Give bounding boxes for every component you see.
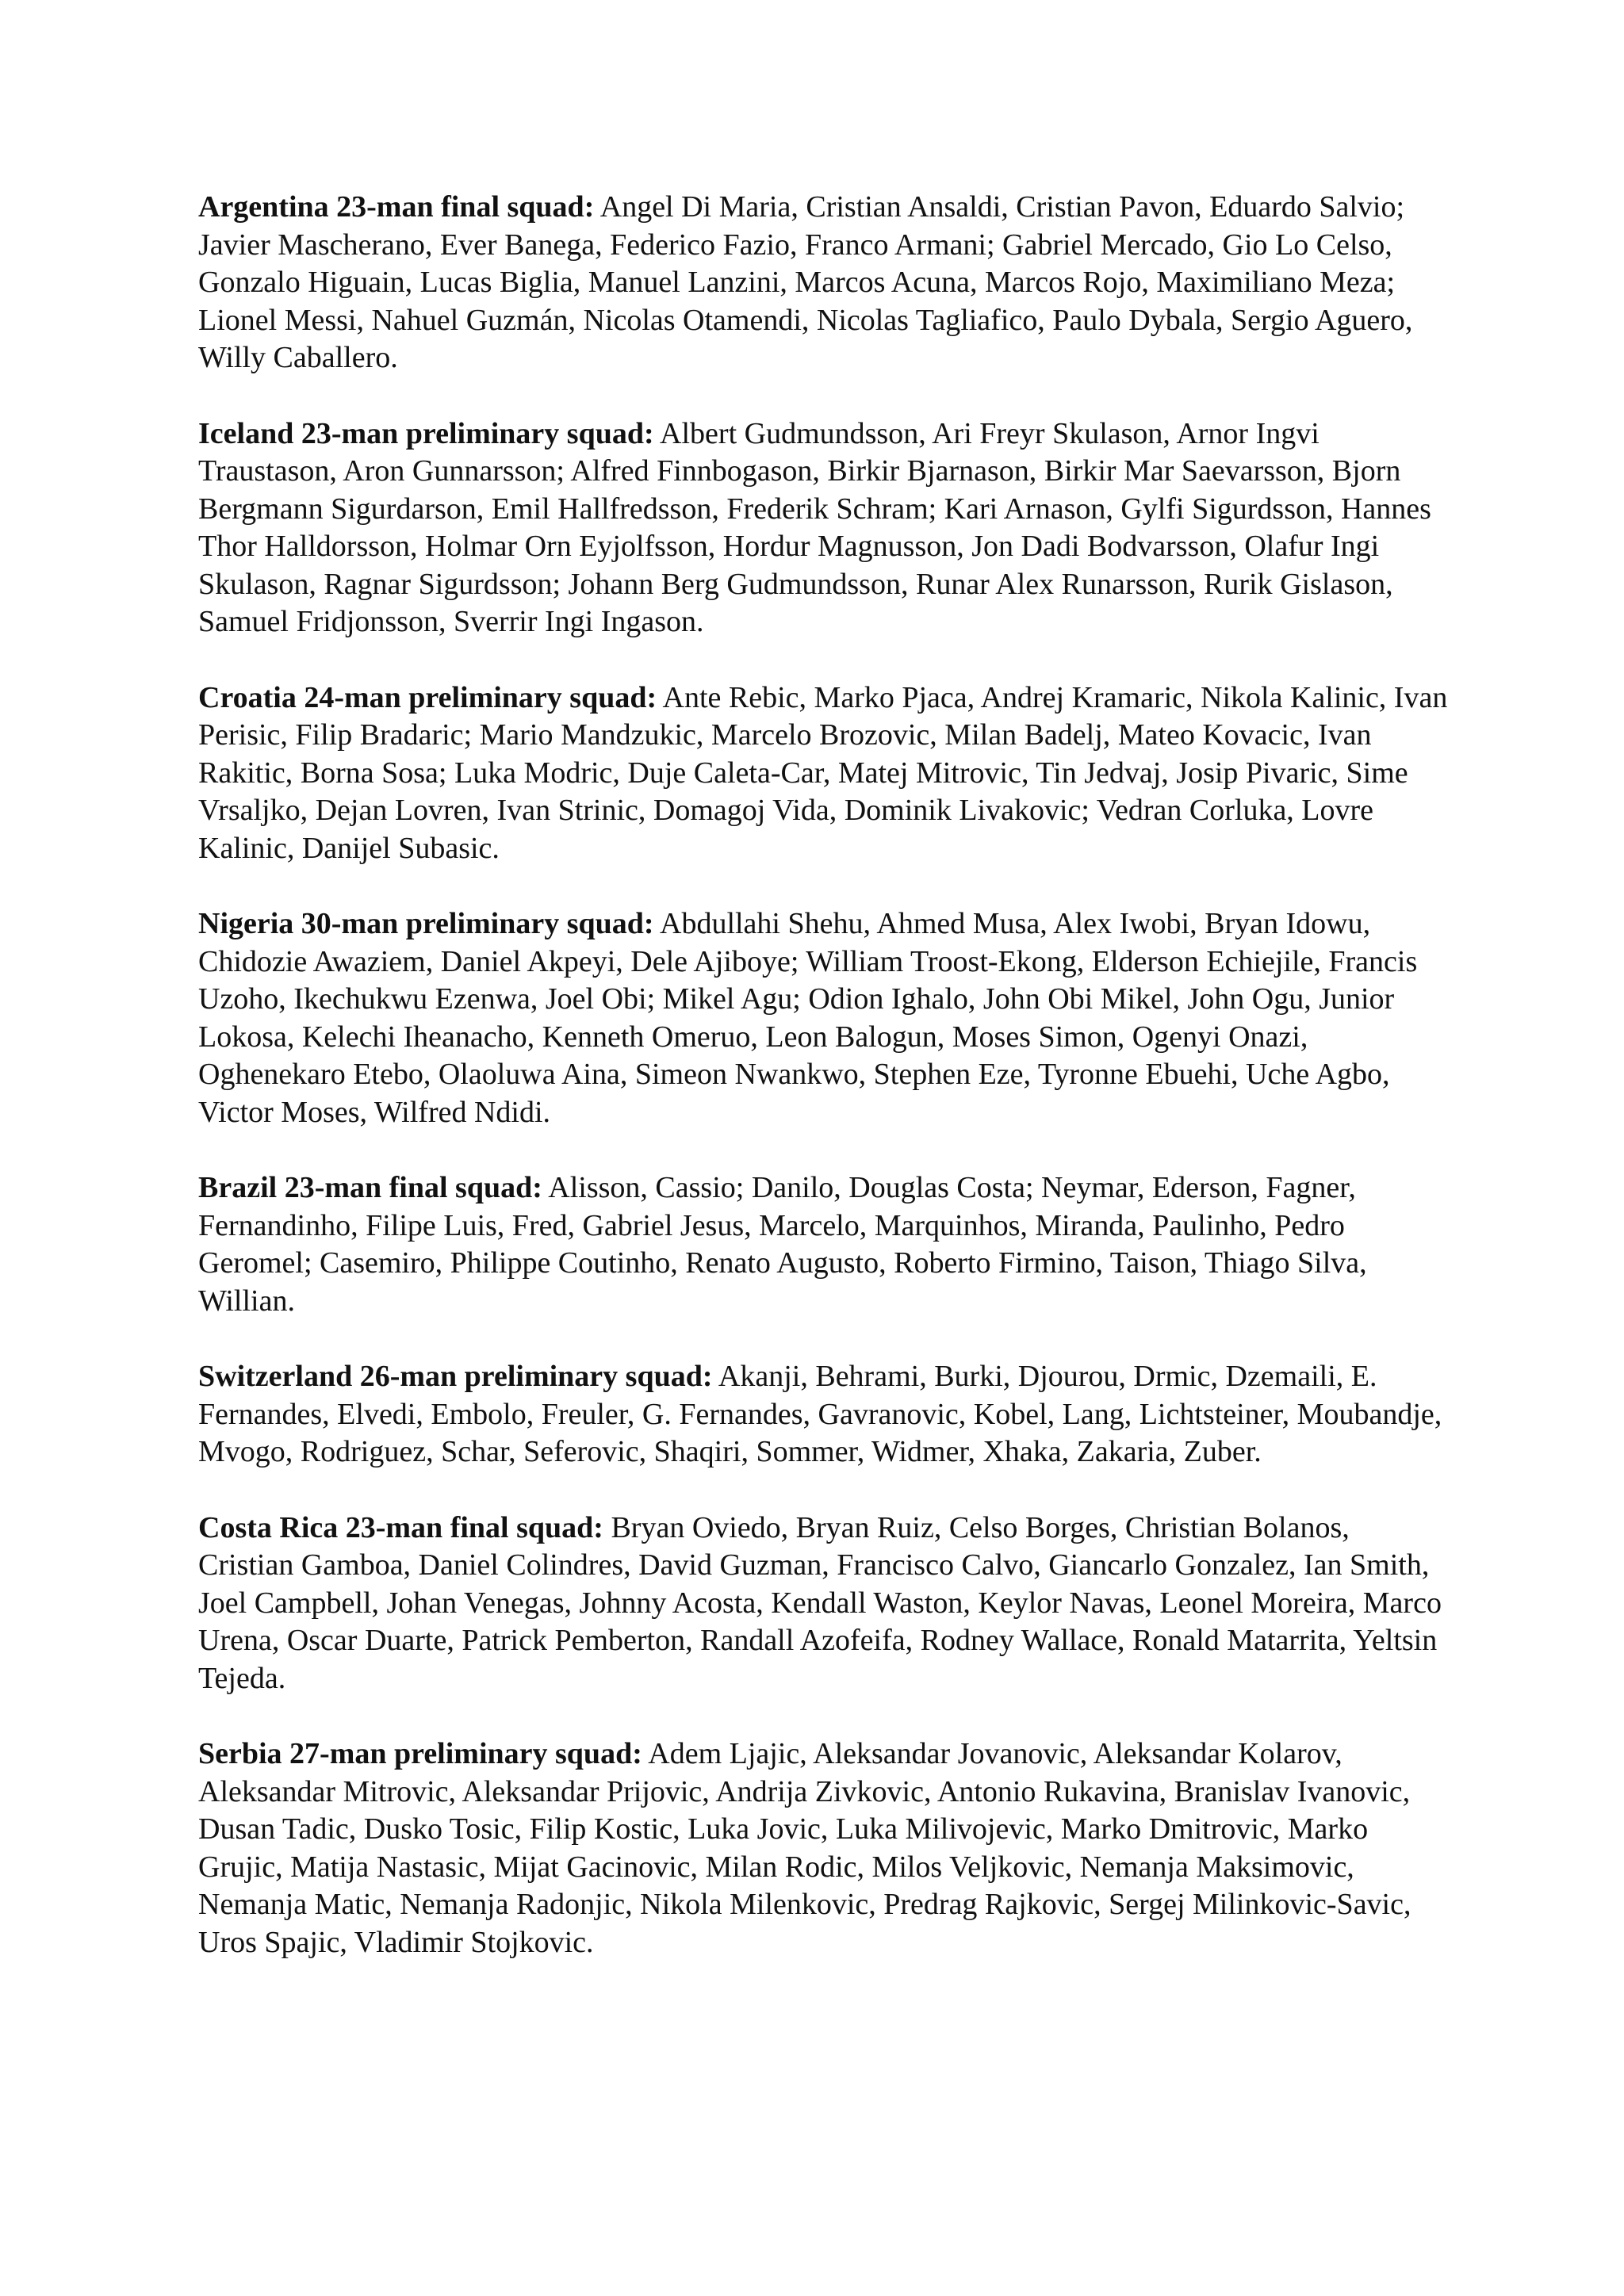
squad-heading: Croatia 24-man preliminary squad: bbox=[198, 680, 657, 714]
squad-players: Abdullahi Shehu, Ahmed Musa, Alex Iwobi, Bryan Idowu, Chidozie Awaziem, Daniel Akpeyi, Dele Ajiboye; William Troost-Ekong, Elderson Echiejile, Francis Uzoho, Ikechukwu Ezenwa, Joel Obi; Mikel Agu; Odion Ighalo, John Obi Mikel, John Ogu, Junior Lokosa, Kelechi Iheanacho, Kenneth Omeruo, Leon Balogun, Moses Simon, Ogenyi Onazi, Oghenekaro Etebo, Olaoluwa Aina, Simeon Nwankwo, Stephen Eze, Tyronne Ebuehi, Uche Agbo, Victor Moses, Wilfred Ndidi. bbox=[198, 907, 1418, 1129]
squad-heading: Serbia 27-man preliminary squad: bbox=[198, 1737, 642, 1770]
squad-players: Ante Rebic, Marko Pjaca, Andrej Kramaric, Nikola Kalinic, Ivan Perisic, Filip Bradaric; Mario Mandzukic, Marcelo Brozovic, Milan Badelj, Mateo Kovacic, Ivan Rakitic, Borna Sosa; Luka Modric, Duje Caleta-Car, Matej Mitrovic, Tin Jedvaj, Josip Pivaric, Sime Vrsaljko, Dejan Lovren, Ivan Strinic, Domagoj Vida, Dominik Livakovic; Vedran Corluka, Lovre Kalinic, Danijel Subasic. bbox=[198, 680, 1448, 865]
squad-players: Bryan Oviedo, Bryan Ruiz, Celso Borges, Christian Bolanos, Cristian Gamboa, Daniel Colindres, David Guzman, Francisco Calvo, Giancarlo Gonzalez, Ian Smith, Joel Campbell, Johan Venegas, Johnny Acosta, Kendall Waston, Keylor Navas, Leonel Moreira, Marco Urena, Oscar Duarte, Patrick Pemberton, Randall Azofeifa, Rodney Wallace, Ronald Matarrita, Yeltsin Tejeda. bbox=[198, 1510, 1442, 1695]
squad-paragraph-switzerland bbox=[198, 1358, 1451, 1471]
squad-players: Akanji, Behrami, Burki, Djourou, Drmic, Dzemaili, E. Fernandes, Elvedi, Embolo, Freuler, G. Fernandes, Gavranovic, Kobel, Lang, Lichtsteiner, Moubandje, Mvogo, Rodriguez, Schar, Seferovic, Shaqiri, Sommer, Widmer, Xhaka, Zakaria, Zuber. bbox=[198, 1360, 1442, 1468]
squad-paragraph-serbia bbox=[198, 1735, 1451, 1961]
squad-heading: Costa Rica 23-man final squad: bbox=[198, 1510, 603, 1544]
squad-paragraph-croatia bbox=[198, 679, 1451, 868]
squad-players: Albert Gudmundsson, Ari Freyr Skulason, Arnor Ingvi Traustason, Aron Gunnarsson; Alfred Finnbogason, Birkir Bjarnason, Birkir Mar Saevarsson, Bjorn Bergmann Sigurdarson, Emil Hallfredsson, Frederik Schram; Kari Arnason, Gylfi Sigurdsson, Hannes Thor Halldorsson, Holmar Orn Eyjolfsson, Hordur Magnusson, Jon Dadi Bodvarsson, Olafur Ingi Skulason, Ragnar Sigurdsson; Johann Berg Gudmundsson, Runar Alex Runarsson, Rurik Gislason, Samuel Fridjonsson, Sverrir Ingi Ingason. bbox=[198, 416, 1431, 638]
squad-players: Angel Di Maria, Cristian Ansaldi, Cristian Pavon, Eduardo Salvio; Javier Mascherano, Ever Banega, Federico Fazio, Franco Armani; Gabriel Mercado, Gio Lo Celso, Gonzalo Higuain, Lucas Biglia, Manuel Lanzini, Marcos Acuna, Marcos Rojo, Maximiliano Meza; Lionel Messi, Nahuel Guzmán, Nicolas Otamendi, Nicolas Tagliafico, Paulo Dybala, Sergio Aguero, Willy Caballero. bbox=[198, 190, 1413, 374]
squad-heading: Iceland 23-man preliminary squad: bbox=[198, 416, 654, 450]
squad-paragraph-argentina bbox=[198, 189, 1451, 377]
squad-players: Adem Ljajic, Aleksandar Jovanovic, Aleksandar Kolarov, Aleksandar Mitrovic, Aleksandar Prijovic, Andrija Zivkovic, Antonio Rukavina, Branislav Ivanovic, Dusan Tadic, Dusko Tosic, Filip Kostic, Luka Jovic, Luka Milivojevic, Marko Dmitrovic, Marko Grujic, Matija Nastasic, Mijat Gacinovic, Milan Rodic, Milos Veljkovic, Nemanja Maksimovic, Nemanja Matic, Nemanja Radonjic, Nikola Milenkovic, Predrag Rajkovic, Sergej Milinkovic-Savic, Uros Spajic, Vladimir Stojkovic. bbox=[198, 1737, 1411, 1959]
squad-paragraph-brazil bbox=[198, 1169, 1451, 1320]
squad-heading: Switzerland 26-man preliminary squad: bbox=[198, 1360, 713, 1393]
squad-paragraph-iceland bbox=[198, 415, 1451, 641]
squad-heading: Argentina 23-man final squad: bbox=[198, 190, 595, 224]
squad-heading: Nigeria 30-man preliminary squad: bbox=[198, 907, 654, 940]
squad-heading: Brazil 23-man final squad: bbox=[198, 1171, 542, 1204]
squad-paragraph-costa-rica bbox=[198, 1510, 1451, 1698]
squad-players: Alisson, Cassio; Danilo, Douglas Costa; Neymar, Ederson, Fagner, Fernandinho, Filipe Luis, Fred, Gabriel Jesus, Marcelo, Marquinhos, Miranda, Paulinho, Pedro Geromel; Casemiro, Philippe Coutinho, Renato Augusto, Roberto Firmino, Taison, Thiago Silva, Willian. bbox=[198, 1171, 1367, 1318]
document-page bbox=[198, 189, 1451, 1999]
squad-paragraph-nigeria bbox=[198, 905, 1451, 1131]
